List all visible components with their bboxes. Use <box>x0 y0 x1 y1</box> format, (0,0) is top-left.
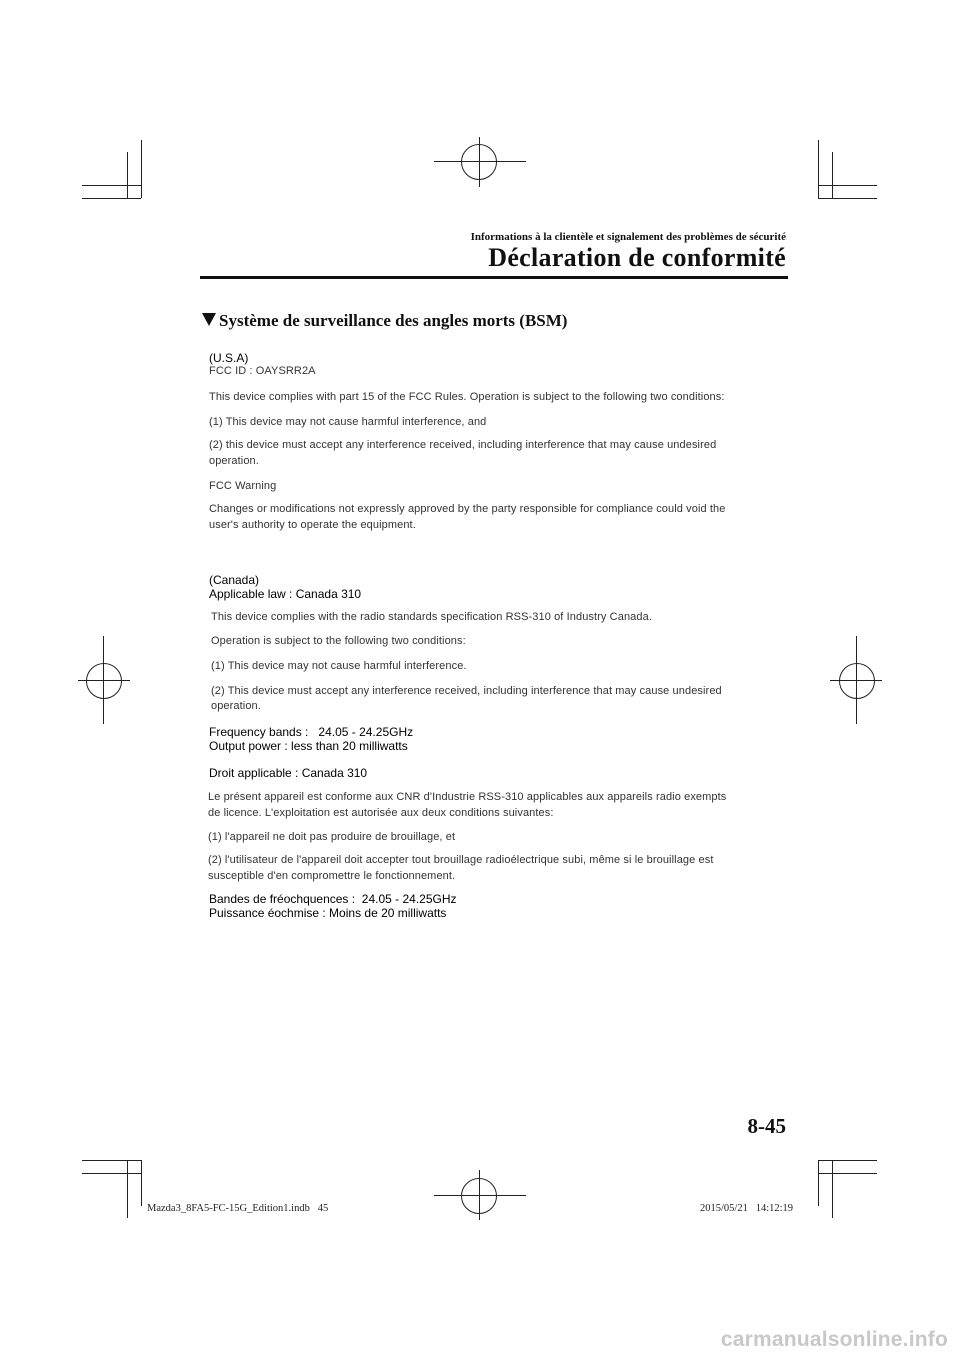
canada-frequency: Frequency bands : 24.05 - 24.25GHz <box>209 725 414 739</box>
fcc-id: FCC ID : OAYSRR2A <box>209 365 316 377</box>
footer-file: Mazda3_8FA5-FC-15G_Edition1.indb 45 <box>147 1203 329 1214</box>
section-triangle-icon <box>202 313 216 326</box>
usa-paragraph-2: (1) This device may not cause harmful interference, and <box>209 416 487 428</box>
french-paragraph-2: (1) l'appareil ne doit pas produire de brouillage, et <box>208 831 456 843</box>
page-number: 8-45 <box>747 1114 786 1138</box>
usa-paragraph-3-line-2: operation. <box>209 455 259 467</box>
footer-timestamp: 2015/05/21 14:12:19 <box>700 1203 794 1214</box>
french-frequency: Bandes de fréochquences : 24.05 - 24.25GHz <box>209 892 457 906</box>
canada-paragraph-4-line-1: (2) This device must accept any interference received, including interference that may cause undesired <box>211 685 722 697</box>
watermark: carmanualsonline.info <box>720 1328 948 1351</box>
fcc-warning-line-2: user's authority to operate the equipment. <box>209 519 416 531</box>
usa-paragraph-1: This device complies with part 15 of the FCC Rules. Operation is subject to the following two conditions: <box>209 391 725 403</box>
canada-output-power: Output power : less than 20 milliwatts <box>209 739 408 753</box>
fcc-warning-line-1: Changes or modifications not expressly approved by the party responsible for compliance could void the <box>209 503 726 515</box>
french-law: Droit applicable : Canada 310 <box>209 766 368 780</box>
chapter-kicker: Informations à la clientèle et signalement des problèmes de sécurité <box>470 231 786 243</box>
section-title: Système de surveillance des angles morts (BSM) <box>219 311 568 330</box>
canada-paragraph-2: Operation is subject to the following two conditions: <box>211 635 466 647</box>
canada-paragraph-3: (1) This device may not cause harmful interference. <box>211 660 467 672</box>
french-paragraph-1-line-2: de licence. L'exploitation est autorisée aux deux conditions suivantes: <box>208 807 554 819</box>
french-paragraph-3-line-1: (2) l'utilisateur de l'appareil doit accepter tout brouillage radioélectrique subi, même si le brouillage est <box>208 854 714 866</box>
french-paragraph-3-line-2: susceptible d'en compromettre le fonctionnement. <box>208 870 456 882</box>
header-rule <box>200 276 788 279</box>
canada-paragraph-1: This device complies with the radio standards specification RSS-310 of Industry Canada. <box>211 611 652 623</box>
canada-heading: (Canada) <box>209 573 260 587</box>
fcc-warning-title: FCC Warning <box>209 480 277 492</box>
french-paragraph-1-line-1: Le présent appareil est conforme aux CNR d'Industrie RSS-310 applicables aux appareils radio exempts <box>208 791 727 803</box>
usa-paragraph-3-line-1: (2) this device must accept any interference received, including interference that may cause undesired <box>209 439 717 451</box>
usa-heading: (U.S.A) <box>209 351 249 365</box>
french-output-power: Puissance éochmise : Moins de 20 milliwatts <box>209 906 447 920</box>
page-title: Déclaration de conformité <box>488 243 786 272</box>
canada-law: Applicable law : Canada 310 <box>209 587 362 601</box>
canada-paragraph-4-line-2: operation. <box>211 700 261 712</box>
